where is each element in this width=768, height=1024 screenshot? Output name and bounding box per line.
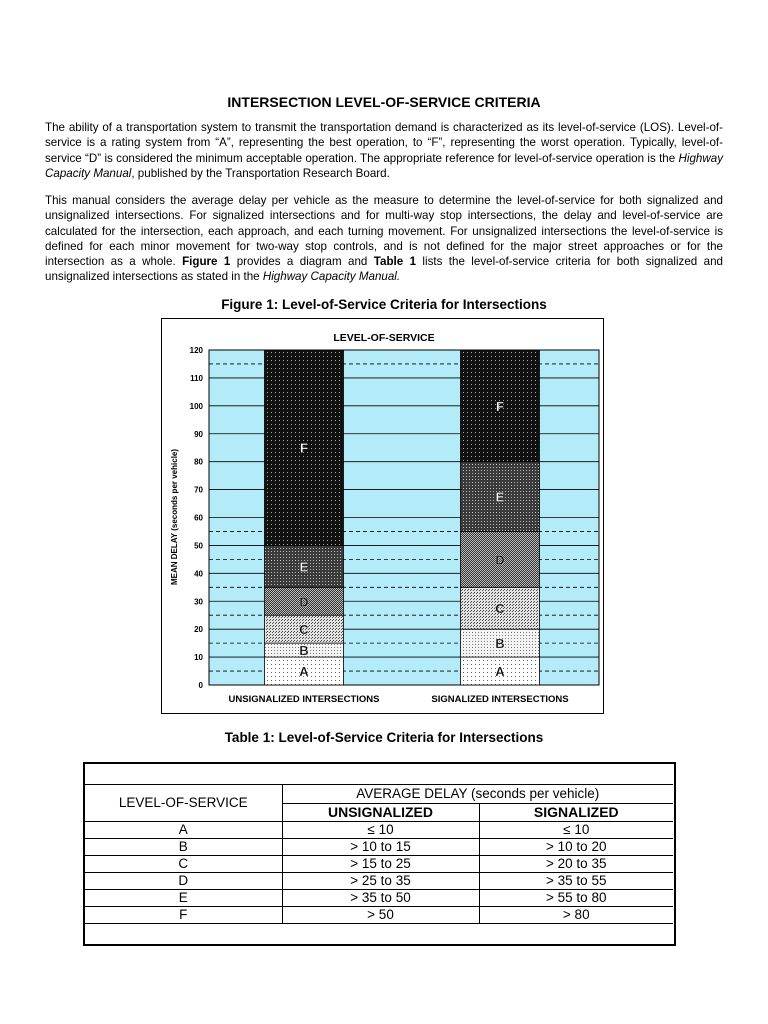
y-tick-label: 100 <box>189 401 203 411</box>
y-axis-label: MEAN DELAY (seconds per vehicle) <box>170 448 179 586</box>
method-text-1: This manual considers the average delay per vehicle as the measure to determine the level-of-service for both signalized and unsignalized intersections. For signalized intersections and for multi-way stop intersections, the delay and level-of-service are calculated for the intersection, each approach, and each turning movement. For unsignalized intersections the level-of-service is defined for each minor movement for two-way stop controls, and is not defined for the major street approaches or for the intersection as a whole. <box>45 194 723 269</box>
figure-caption: Figure 1: Level-of-Service Criteria for Intersections <box>221 297 547 312</box>
y-tick-label: 30 <box>194 597 203 607</box>
segment-label: C <box>299 622 309 638</box>
y-tick-label: 10 <box>194 653 203 663</box>
los-cell: B <box>85 839 282 856</box>
segment-label: E <box>299 559 309 575</box>
segment-label: E <box>495 489 505 505</box>
method-paragraph <box>45 193 723 285</box>
segment-label: F <box>496 398 504 414</box>
y-tick-label: 0 <box>198 681 203 690</box>
los-table <box>85 784 673 943</box>
signalized-cell: > 55 to 80 <box>479 890 673 907</box>
intro-text-2: , published by the Transportation Research Board. <box>131 166 390 180</box>
unsignalized-cell: ≤ 10 <box>282 822 479 839</box>
method-bold-figure: Figure 1 <box>182 255 231 269</box>
signalized-cell: > 35 to 55 <box>479 873 673 890</box>
signalized-cell: > 80 <box>479 907 673 924</box>
x-category-signalized: SIGNALIZED INTERSECTIONS <box>431 694 569 705</box>
y-tick-label: 50 <box>194 541 203 551</box>
y-tick-label: 20 <box>194 625 203 635</box>
y-tick-labels <box>190 346 204 690</box>
intro-paragraph <box>45 120 723 181</box>
header-signalized: SIGNALIZED <box>479 804 673 822</box>
segment-label: A <box>495 664 505 680</box>
table-row <box>85 822 673 839</box>
los-cell: F <box>85 907 282 924</box>
los-table-frame <box>83 762 676 946</box>
table-footer-row <box>85 924 673 944</box>
signalized-cell: > 20 to 35 <box>479 856 673 873</box>
header-delay: AVERAGE DELAY (seconds per vehicle) <box>282 785 673 804</box>
segment-label: B <box>495 636 505 652</box>
unsignalized-cell: > 10 to 15 <box>282 839 479 856</box>
y-tick-label: 70 <box>194 485 203 495</box>
intro-text-1: The ability of a transportation system to transmit the transportation demand is characterized as its level-of-service (LOS). Level-of-service is a rating system from “A”, representing the best operation, to “F”, representing the worst operation. Typically, level-of-service “D” is considered the minimum acceptable operation. The appropriate reference for level-of-service operation is the <box>45 121 723 165</box>
y-tick-label: 90 <box>194 429 203 439</box>
table-row <box>85 839 673 856</box>
segment-label: F <box>300 440 308 456</box>
unsignalized-cell: > 25 to 35 <box>282 873 479 890</box>
signalized-cell: ≤ 10 <box>479 822 673 839</box>
method-text-3: lists the level-of-service criteria for both signalized and unsignalized intersections as stated in the <box>45 255 723 284</box>
header-unsignalized: UNSIGNALIZED <box>282 804 479 822</box>
los-chart <box>162 319 602 712</box>
method-italic-manual: Highway Capacity Manual. <box>262 270 401 284</box>
segment-label: B <box>299 643 309 659</box>
segment-label: A <box>299 664 309 680</box>
y-tick-label: 40 <box>194 569 203 579</box>
intro-italic-manual: Highway Capacity Manual <box>45 151 723 180</box>
los-chart-figure <box>161 318 604 714</box>
header-los: LEVEL-OF-SERVICE <box>85 785 282 822</box>
unsignalized-cell: > 50 <box>282 907 479 924</box>
table-header-row <box>85 785 673 804</box>
method-text-2: provides a diagram and <box>230 255 374 269</box>
page-title: INTERSECTION LEVEL-OF-SERVICE CRITERIA <box>227 94 541 110</box>
unsignalized-cell: > 35 to 50 <box>282 890 479 907</box>
los-cell: A <box>85 822 282 839</box>
los-cell: E <box>85 890 282 907</box>
y-tick-label: 80 <box>194 457 203 467</box>
table-row <box>85 856 673 873</box>
chart-title: LEVEL-OF-SERVICE <box>333 332 435 344</box>
signalized-cell: > 10 to 20 <box>479 839 673 856</box>
segment-label: D <box>495 552 505 568</box>
table-row <box>85 907 673 924</box>
los-cell: D <box>85 873 282 890</box>
y-tick-label: 110 <box>190 373 203 383</box>
y-tick-label: 60 <box>194 513 203 523</box>
method-bold-table: Table 1 <box>373 255 417 269</box>
table-caption: Table 1: Level-of-Service Criteria for Intersections <box>224 730 544 745</box>
los-cell: C <box>85 856 282 873</box>
segment-label: C <box>495 601 505 617</box>
segment-label: D <box>299 594 309 610</box>
table-footer-spacer <box>85 924 673 944</box>
y-tick-label: 120 <box>189 346 203 355</box>
unsignalized-cell: > 15 to 25 <box>282 856 479 873</box>
x-category-unsignalized: UNSIGNALIZED INTERSECTIONS <box>228 694 380 705</box>
table-row <box>85 873 673 890</box>
table-row <box>85 890 673 907</box>
